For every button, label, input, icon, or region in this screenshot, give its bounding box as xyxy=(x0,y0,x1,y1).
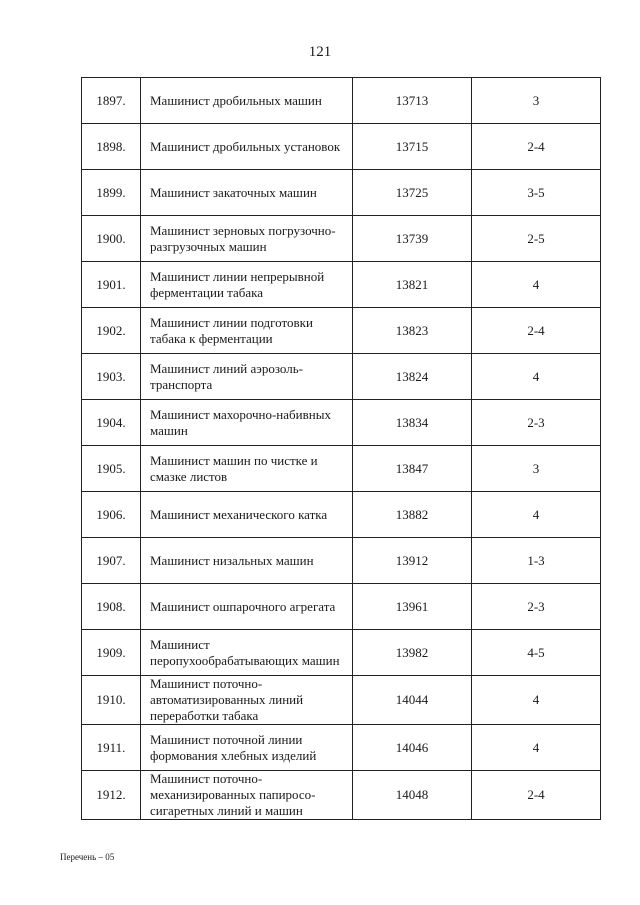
profession-code: 13882 xyxy=(395,506,429,522)
row-number-cell xyxy=(82,124,141,170)
grade-range: 1-3 xyxy=(527,552,545,568)
row-number: 1900. xyxy=(96,230,126,246)
grade-range-cell xyxy=(472,262,601,308)
professions-table xyxy=(81,77,601,820)
profession-name: Машинист зерновых погрузочно-разгрузочных машин xyxy=(150,222,336,254)
profession-code: 13961 xyxy=(395,598,429,614)
profession-name-cell xyxy=(141,771,353,820)
profession-code-cell xyxy=(353,400,472,446)
table-row xyxy=(82,400,601,446)
profession-name: Машинист низальных машин xyxy=(150,552,314,568)
profession-code-cell xyxy=(353,170,472,216)
grade-range-cell xyxy=(472,725,601,771)
grade-range-cell xyxy=(472,78,601,124)
profession-code: 13821 xyxy=(395,276,429,292)
grade-range: 4 xyxy=(532,739,540,755)
profession-name-cell xyxy=(141,216,353,262)
profession-name: Машинист ошпарочного агрегата xyxy=(150,598,336,614)
profession-name-cell xyxy=(141,584,353,630)
grade-range: 3 xyxy=(532,92,540,108)
grade-range-cell xyxy=(472,676,601,725)
profession-code: 13834 xyxy=(395,414,429,430)
page-number: 121 xyxy=(308,44,332,60)
profession-name: Машинист поточной линии формования хлебных изделий xyxy=(150,731,317,763)
profession-code-cell xyxy=(353,446,472,492)
grade-range: 4 xyxy=(532,368,540,384)
profession-name-cell xyxy=(141,308,353,354)
row-number-cell xyxy=(82,400,141,446)
profession-name-cell xyxy=(141,630,353,676)
row-number-cell xyxy=(82,630,141,676)
grade-range-cell xyxy=(472,216,601,262)
profession-code: 13739 xyxy=(395,230,429,246)
row-number: 1912. xyxy=(96,787,126,802)
profession-name: Машинист линии подготовки табака к ферментации xyxy=(150,314,313,346)
profession-code: 13823 xyxy=(395,322,429,338)
table-row xyxy=(82,492,601,538)
profession-code: 14044 xyxy=(395,692,429,707)
profession-code: 13713 xyxy=(395,92,429,108)
table-row xyxy=(82,78,601,124)
grade-range-cell xyxy=(472,446,601,492)
row-number-cell xyxy=(82,538,141,584)
row-number: 1907. xyxy=(96,552,126,568)
row-number: 1899. xyxy=(96,184,126,200)
row-number: 1904. xyxy=(96,414,126,430)
profession-name-cell xyxy=(141,492,353,538)
table-row xyxy=(82,725,601,771)
row-number-cell xyxy=(82,262,141,308)
profession-code: 13715 xyxy=(395,138,429,154)
profession-code-cell xyxy=(353,124,472,170)
row-number: 1905. xyxy=(96,460,126,476)
table-row xyxy=(82,446,601,492)
profession-name: Машинист линий аэрозоль-транспорта xyxy=(150,360,303,392)
row-number-cell xyxy=(82,308,141,354)
profession-name: Машинист дробильных установок xyxy=(150,138,341,154)
profession-name-cell xyxy=(141,446,353,492)
grade-range: 4-5 xyxy=(527,644,545,660)
row-number-cell xyxy=(82,354,141,400)
profession-code-cell xyxy=(353,308,472,354)
profession-name-cell xyxy=(141,725,353,771)
table-row xyxy=(82,584,601,630)
profession-name: Машинист линии непрерывной ферментации табака xyxy=(150,268,325,300)
profession-code: 13824 xyxy=(395,368,429,384)
profession-code: 14048 xyxy=(395,787,429,802)
row-number-cell xyxy=(82,170,141,216)
row-number: 1911. xyxy=(96,739,126,755)
grade-range-cell xyxy=(472,584,601,630)
grade-range: 4 xyxy=(532,692,540,707)
grade-range: 2-5 xyxy=(527,230,545,246)
row-number-cell xyxy=(82,676,141,725)
profession-code-cell xyxy=(353,492,472,538)
grade-range: 4 xyxy=(532,276,540,292)
profession-name-cell xyxy=(141,78,353,124)
profession-code: 14046 xyxy=(395,739,429,755)
profession-name: Машинист механического катка xyxy=(150,506,328,522)
table-row xyxy=(82,630,601,676)
profession-name-cell xyxy=(141,262,353,308)
profession-code-cell xyxy=(353,354,472,400)
grade-range: 3-5 xyxy=(527,184,545,200)
row-number-cell xyxy=(82,446,141,492)
profession-code-cell xyxy=(353,676,472,725)
grade-range: 2-3 xyxy=(527,414,545,430)
row-number: 1897. xyxy=(96,92,126,108)
profession-code-cell xyxy=(353,771,472,820)
profession-code: 13725 xyxy=(395,184,429,200)
row-number-cell xyxy=(82,584,141,630)
grade-range-cell xyxy=(472,170,601,216)
grade-range: 2-4 xyxy=(527,322,545,338)
grade-range-cell xyxy=(472,538,601,584)
row-number-cell xyxy=(82,492,141,538)
profession-name: Машинист поточно-автоматизированных линий переработки табака xyxy=(150,676,304,723)
table-row xyxy=(82,771,601,820)
profession-name: Машинист машин по чистке и смазке листов xyxy=(150,452,318,484)
profession-code-cell xyxy=(353,216,472,262)
profession-name: Машинист махорочно-набивных машин xyxy=(150,406,331,438)
row-number: 1909. xyxy=(96,644,126,660)
footer-label: Перечень – 05 xyxy=(60,852,115,862)
profession-code: 13847 xyxy=(395,460,429,476)
profession-code-cell xyxy=(353,78,472,124)
profession-name-cell xyxy=(141,400,353,446)
table-row xyxy=(82,216,601,262)
profession-name: Машинист дробильных машин xyxy=(150,92,322,108)
row-number-cell xyxy=(82,771,141,820)
grade-range-cell xyxy=(472,400,601,446)
profession-name-cell xyxy=(141,354,353,400)
profession-code-cell xyxy=(353,538,472,584)
table-row xyxy=(82,308,601,354)
grade-range-cell xyxy=(472,354,601,400)
profession-name: Машинист поточно-механизированных папиросо-сигаретных линий и машин xyxy=(150,771,316,818)
profession-code-cell xyxy=(353,630,472,676)
row-number: 1903. xyxy=(96,368,126,384)
table-body xyxy=(82,78,601,820)
table-row xyxy=(82,354,601,400)
row-number: 1898. xyxy=(96,138,126,154)
row-number-cell xyxy=(82,78,141,124)
grade-range-cell xyxy=(472,124,601,170)
grade-range-cell xyxy=(472,630,601,676)
table-row xyxy=(82,538,601,584)
profession-name: Машинист перопухообрабатывающих машин xyxy=(150,636,340,668)
row-number-cell xyxy=(82,725,141,771)
profession-name: Машинист закаточных машин xyxy=(150,184,317,200)
grade-range: 2-3 xyxy=(527,598,545,614)
grade-range-cell xyxy=(472,771,601,820)
row-number: 1901. xyxy=(96,276,126,292)
row-number: 1908. xyxy=(96,598,126,614)
profession-code: 13912 xyxy=(395,552,429,568)
grade-range: 2-4 xyxy=(527,787,545,802)
table-row xyxy=(82,676,601,725)
profession-name-cell xyxy=(141,124,353,170)
profession-name-cell xyxy=(141,676,353,725)
profession-code-cell xyxy=(353,584,472,630)
row-number-cell xyxy=(82,216,141,262)
profession-name-cell xyxy=(141,538,353,584)
row-number: 1902. xyxy=(96,322,126,338)
row-number: 1910. xyxy=(96,692,126,707)
table-row xyxy=(82,170,601,216)
grade-range: 4 xyxy=(532,506,540,522)
profession-code-cell xyxy=(353,262,472,308)
profession-code: 13982 xyxy=(395,644,429,660)
table-row xyxy=(82,124,601,170)
grade-range-cell xyxy=(472,492,601,538)
profession-code-cell xyxy=(353,725,472,771)
grade-range: 3 xyxy=(532,460,540,476)
table-row xyxy=(82,262,601,308)
grade-range: 2-4 xyxy=(527,138,545,154)
row-number: 1906. xyxy=(96,506,126,522)
grade-range-cell xyxy=(472,308,601,354)
profession-name-cell xyxy=(141,170,353,216)
